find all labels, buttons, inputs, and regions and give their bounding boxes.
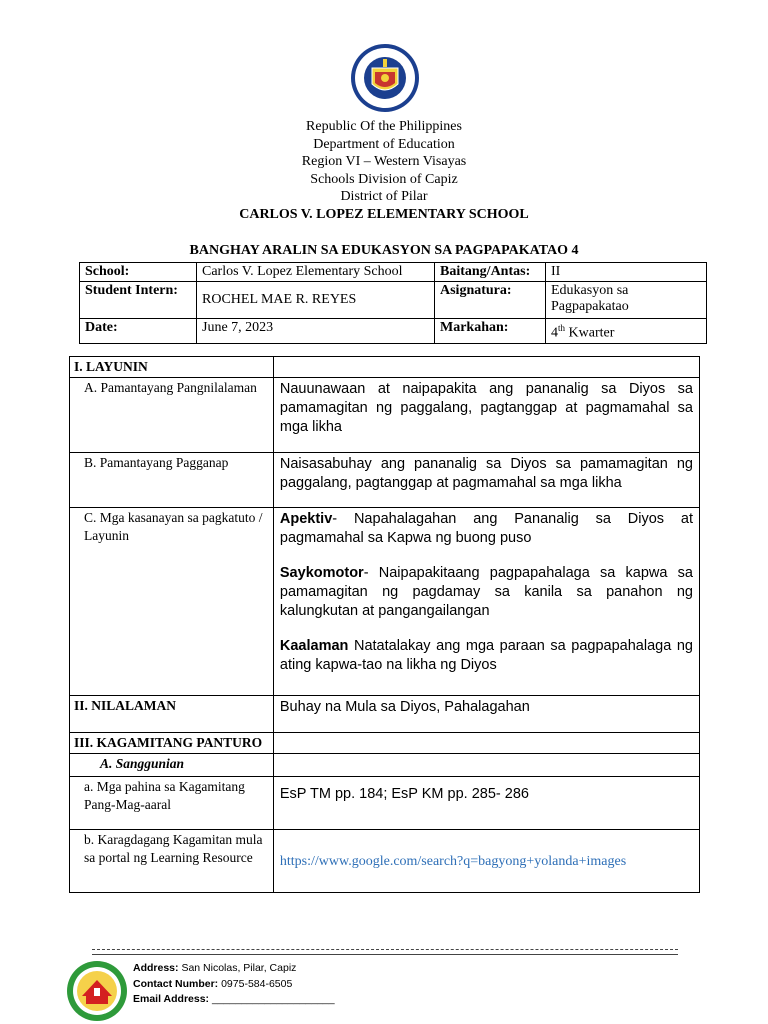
lesson-plan-title: BANGHAY ARALIN SA EDUKASYON SA PAGPAPAKATAO 4 <box>189 243 579 258</box>
lesson-plan-table <box>69 356 700 893</box>
subject-value: Edukasyon sa Pagpapakatao <box>546 282 707 319</box>
school-label: School: <box>80 263 197 282</box>
contact-line: Contact Number: 0975-584-6505 <box>133 977 293 990</box>
header-line: District of Pilar <box>340 189 428 205</box>
kasanayan-label: C. Mga kasanayan sa pagkatuto / Layunin <box>70 508 274 696</box>
pahina-label: a. Mga pahina sa Kagamitang Pang-Mag-aaral <box>70 777 274 830</box>
sanggunian-label: A. Sanggunian <box>70 754 274 777</box>
pamantayang-pangnilalaman-label: A. Pamantayang Pangnilalaman <box>70 378 274 453</box>
school-value: Carlos V. Lopez Elementary School <box>197 263 435 282</box>
footer-divider <box>92 954 678 955</box>
quarter-label: Markahan: <box>435 319 546 344</box>
resource-link[interactable]: https://www.google.com/search?q=bagyong+yolanda+images <box>279 853 627 869</box>
quarter-value: 4th Kwarter <box>546 319 707 344</box>
footer-contact <box>133 961 335 1008</box>
karagdagang-label: b. Karagdagang Kagamitan mula sa portal ng Learning Resource <box>70 830 274 893</box>
grade-value: II <box>546 263 707 282</box>
empty-cell <box>273 754 699 777</box>
karagdagang-cell <box>273 830 699 893</box>
empty-cell <box>273 357 699 378</box>
header-line: Republic Of the Philippines <box>306 119 462 134</box>
pamantayang-pagganap-text: Naisasabuhay ang pananalig sa Diyos sa pamamagitan ng paggalang, pagtanggap at pagmamahal sa mga likha <box>273 453 699 508</box>
saykomotor-paragraph: Saykomotor- Naipapakitaang pagpapahalaga sa kapwa sa pamamagitan ng pagdamay sa kanila sa panahon ng kalungkutan at pangangailangan <box>279 565 693 619</box>
pahina-text: EsP TM pp. 184; EsP KM pp. 285- 286 <box>273 777 699 830</box>
nilalaman-text: Buhay na Mula sa Diyos, Pahalagahan <box>273 696 699 733</box>
header-line: Department of Education <box>313 136 455 152</box>
date-value: June 7, 2023 <box>197 319 435 344</box>
school-logo-icon <box>66 960 128 1022</box>
empty-cell <box>273 733 699 754</box>
intern-label: Student Intern: <box>80 282 197 319</box>
layunin-heading: I. LAYUNIN <box>70 357 274 378</box>
document-header <box>0 118 768 224</box>
subject-label: Asignatura: <box>435 282 546 319</box>
pamantayang-pagganap-label: B. Pamantayang Pagganap <box>70 453 274 508</box>
pamantayang-pangnilalaman-text: Nauunawaan at naipapakita ang pananalig sa Diyos sa pamamagitan ng paggalang, pagtanggap at pagmamahal sa mga likha <box>273 378 699 453</box>
apektiv-paragraph: Apektiv- Napahalagahan ang Pananalig sa Diyos at pagmamahal sa Kapwa ng buong puso <box>279 511 693 546</box>
header-line: Schools Division of Capiz <box>310 171 458 187</box>
info-table <box>79 262 707 344</box>
school-name: CARLOS V. LOPEZ ELEMENTARY SCHOOL <box>239 206 529 222</box>
grade-label: Baitang/Antas: <box>435 263 546 282</box>
email-line: Email Address: _____________________ <box>133 993 335 1005</box>
kasanayan-content <box>273 508 699 696</box>
address-line: Address: San Nicolas, Pilar, Capiz <box>133 962 297 974</box>
footer-divider <box>92 949 678 950</box>
intern-value: ROCHEL MAE R. REYES <box>197 282 435 319</box>
kaalaman-paragraph: Kaalaman Natatalakay ang mga paraan sa pagpapahalaga ng ating kapwa-tao na likha ng Diyos <box>279 638 693 673</box>
header-line: Region VI – Western Visayas <box>301 154 467 170</box>
kagamitan-label: III. KAGAMITANG PANTURO <box>70 733 274 754</box>
deped-seal-icon <box>350 40 420 116</box>
nilalaman-label: II. NILALAMAN <box>70 696 274 733</box>
date-label: Date: <box>80 319 197 344</box>
